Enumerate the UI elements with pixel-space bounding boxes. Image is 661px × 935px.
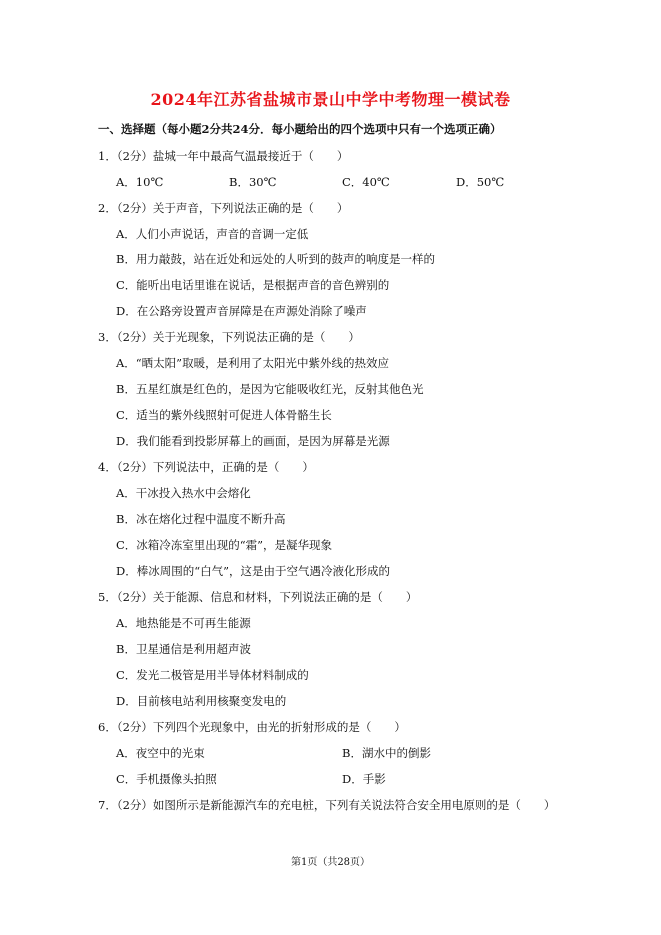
question-2-option-c: C．能听出电话里谁在说话，是根据声音的音色辨别的 [116,278,390,292]
question-5-option-c: C．发光二极管是用半导体材料制成的 [116,668,309,682]
question-2-option-b: B．用力敲鼓，站在近处和远处的人听到的鼓声的响度是一样的 [116,252,435,266]
question-6-option-a: A．夜空中的光束 [116,746,205,760]
section-heading: 一、选择题（每小题2分共24分．每小题给出的四个选项中只有一个选项正确） [98,122,502,136]
question-3-option-c: C．适当的紫外线照射可促进人体骨骼生长 [116,408,332,422]
question-2-stem: 2．（2分）关于声音，下列说法正确的是（ ） [98,201,349,215]
question-5-option-a: A．地热能是不可再生能源 [116,616,251,630]
question-2-option-a: A．人们小声说话，声音的音调一定低 [116,227,309,241]
question-3-option-a: A．“晒太阳”取暖，是利用了太阳光中紫外线的热效应 [116,356,390,370]
question-6-option-c: C．手机摄像头拍照 [116,772,217,786]
question-5-option-b: B．卫星通信是利用超声波 [116,642,251,656]
question-7-stem: 7．（2分）如图所示是新能源汽车的充电桩，下列有关说法符合安全用电原则的是（ ） [98,798,556,812]
question-1-option-b: B．30℃ [229,175,277,189]
page-footer: 第1页（共28页） [290,857,371,868]
question-5-stem: 5．（2分）关于能源、信息和材料，下列说法正确的是（ ） [98,590,418,604]
question-1-stem: 1．（2分）盐城一年中最高气温最接近于（ ） [98,149,349,163]
question-4-option-c: C．冰箱冷冻室里出现的“霜”，是凝华现象 [116,538,333,552]
question-4-stem: 4．（2分）下列说法中，正确的是（ ） [98,460,314,474]
question-2-option-d: D．在公路旁设置声音屏障是在声源处消除了噪声 [116,304,367,318]
question-1-option-a: A．10℃ [116,175,164,189]
question-1-option-c: C．40℃ [342,175,390,189]
question-5-option-d: D．目前核电站利用核聚变发电的 [116,694,287,708]
question-4-option-b: B．冰在熔化过程中温度不断升高 [116,512,286,526]
question-6-stem: 6．（2分）下列四个光现象中，由光的折射形成的是（ ） [98,720,406,734]
question-3-option-b: B．五星红旗是红色的，是因为它能吸收红光，反射其他色光 [116,382,424,396]
question-1-option-d: D．50℃ [456,175,505,189]
question-6-option-d: D．手影 [342,772,386,786]
question-4-option-a: A．干冰投入热水中会熔化 [116,486,251,500]
question-4-option-d: D．棒冰周围的“白气”，这是由于空气遇冷液化形成的 [116,564,390,578]
question-3-stem: 3．（2分）关于光现象，下列说法正确的是（ ） [98,330,360,344]
question-3-option-d: D．我们能看到投影屏幕上的画面，是因为屏幕是光源 [116,434,390,448]
question-6-option-b: B．湖水中的倒影 [342,746,431,760]
page-title: 2024年江苏省盐城市景山中学中考物理一模试卷 [150,90,511,109]
